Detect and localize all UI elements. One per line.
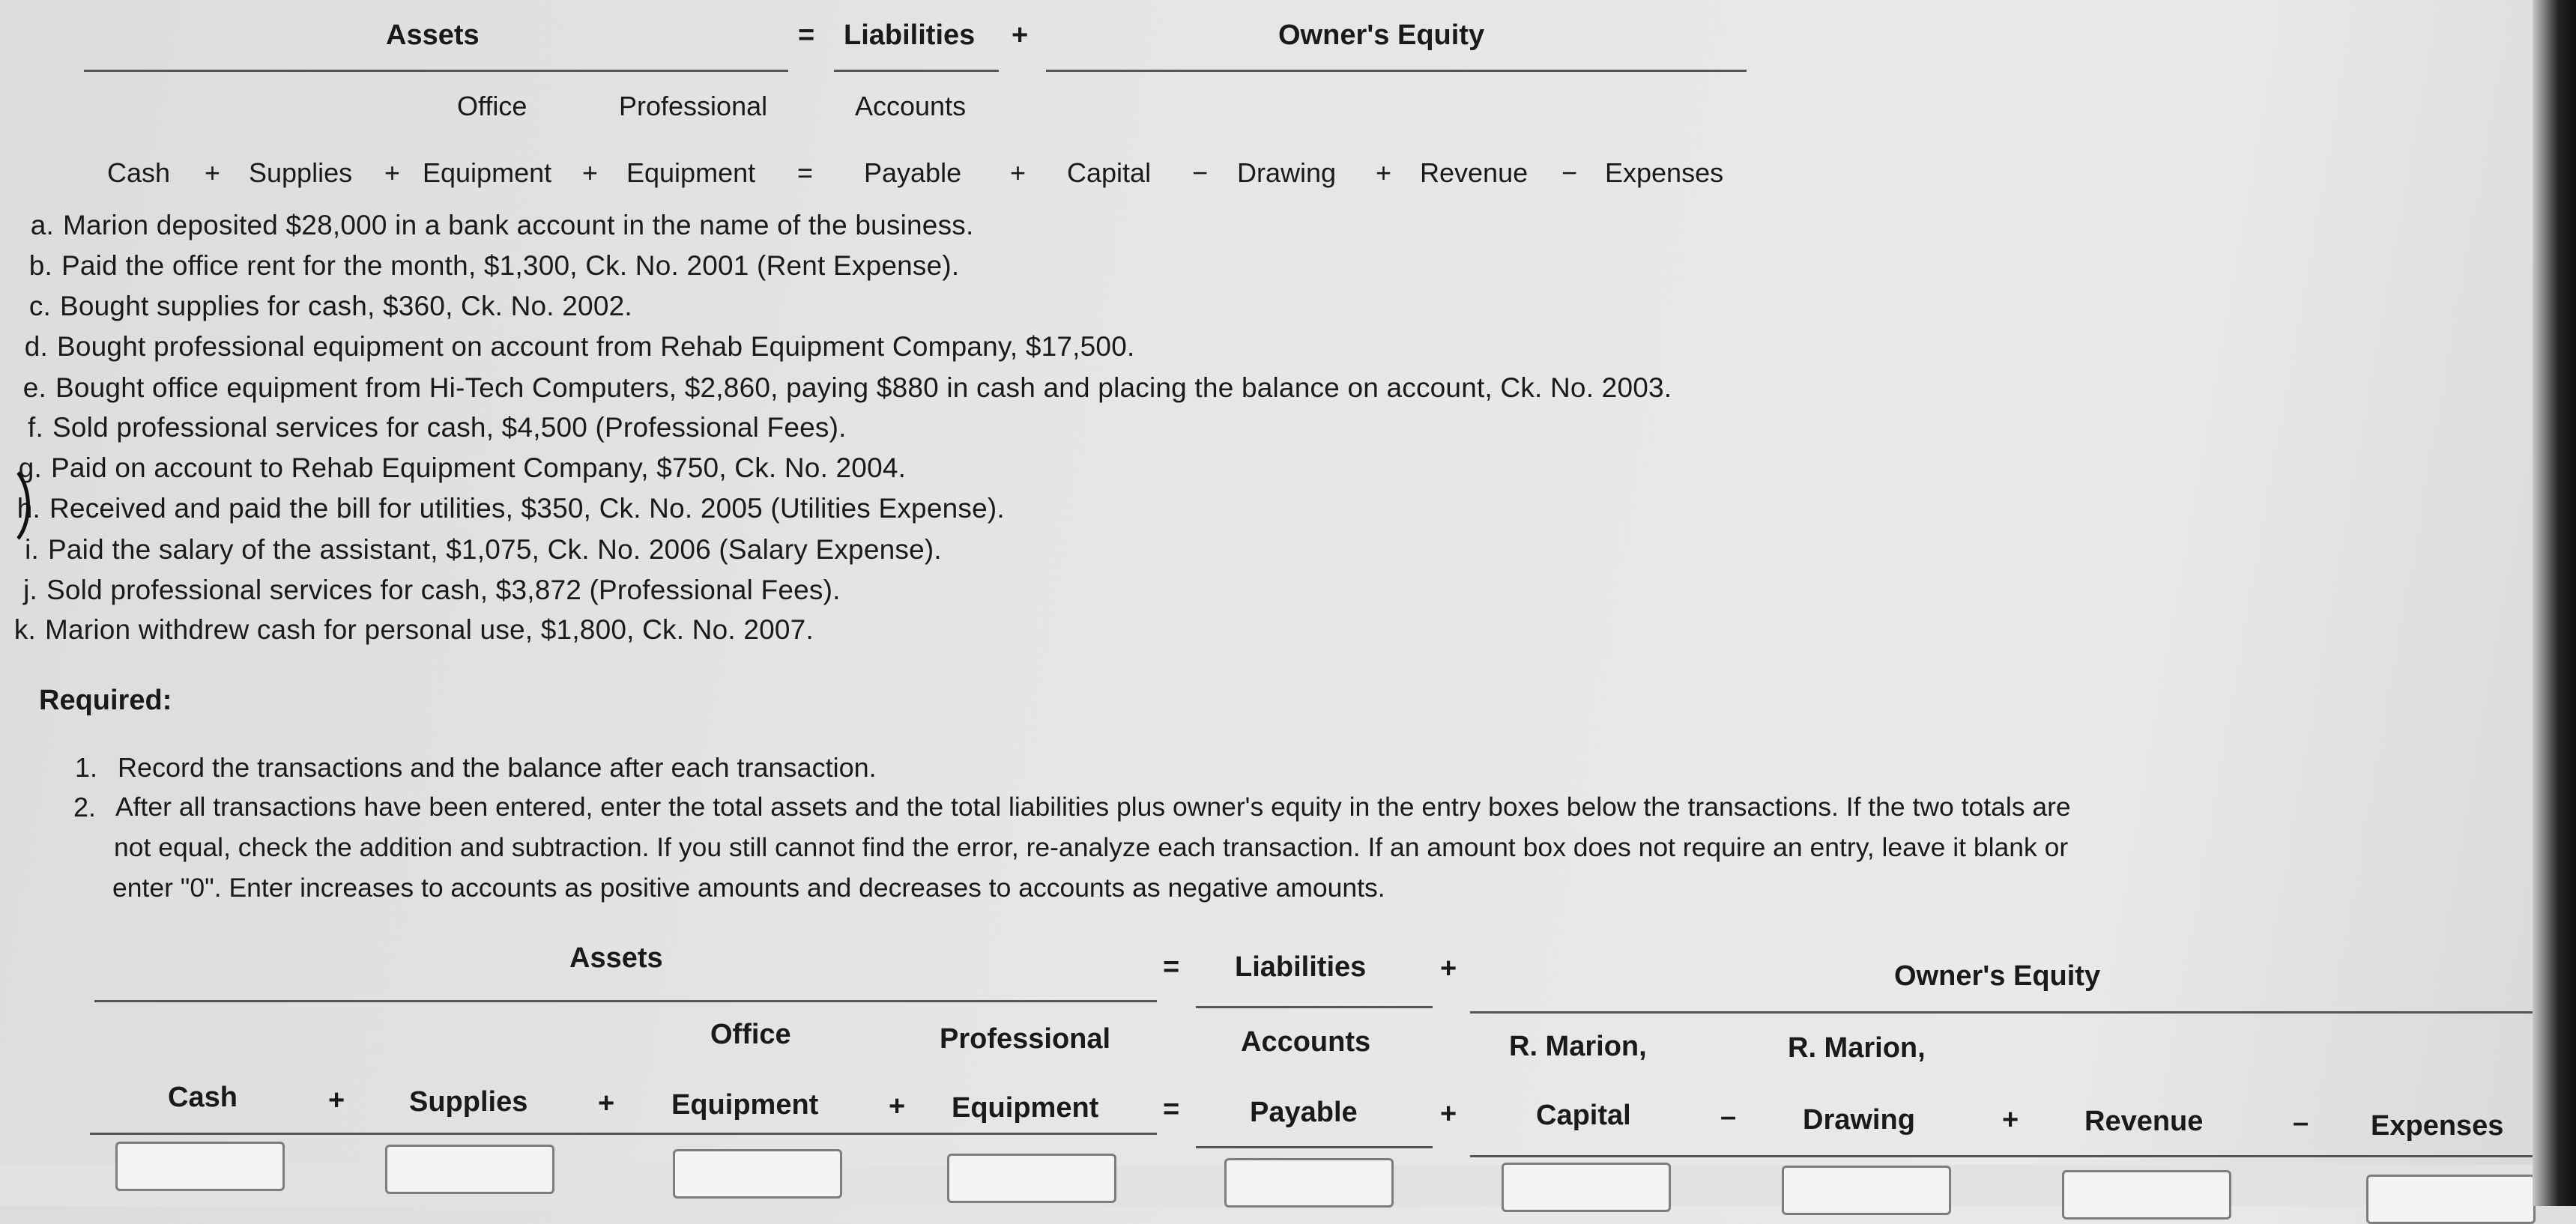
bottom-r-marion-capital-label: R. Marion, (1509, 1031, 1647, 1062)
supplies-entry-box[interactable] (385, 1145, 554, 1194)
bottom-professional-equipment-column: Equipment (952, 1092, 1099, 1124)
transaction-letter: h. (16, 493, 40, 524)
transaction-h (0, 493, 1005, 524)
transaction-letter: a. (30, 210, 54, 240)
cash-entry-box[interactable] (115, 1142, 285, 1191)
top-plus-4: + (1010, 157, 1027, 188)
bottom-assets-heading: Assets (569, 942, 663, 974)
top-equipment-2-label: Equipment (626, 157, 756, 188)
transaction-f (3, 412, 847, 443)
top-professional-label: Professional (619, 91, 768, 121)
transaction-b (12, 250, 959, 282)
required-item-1-text: Record the transactions and the balance after each transaction. (118, 752, 877, 783)
bottom-office-equipment-column: Equipment (671, 1089, 819, 1121)
transaction-text: Marion deposited $28,000 in a bank account in the name of the business. (63, 210, 974, 240)
capital-entry-box[interactable] (1502, 1163, 1671, 1212)
top-minus-2: − (1561, 157, 1578, 188)
required-item-1-number: 1. (75, 752, 98, 783)
bottom-professional-label: Professional (940, 1023, 1111, 1055)
transaction-text: Received and paid the bill for utilities, $350, Ck. No. 2005 (Utilities Expense). (49, 493, 1005, 524)
transaction-i (0, 534, 942, 566)
transaction-text: Bought office equipment from Hi-Tech Computers, $2,860, paying $880 in cash and placing the balance on account, Ck. No. 2003. (55, 372, 1672, 403)
transaction-letter: k. (13, 614, 36, 645)
top-drawing-label: Drawing (1237, 157, 1337, 188)
bottom-plus-sign: + (1440, 953, 1457, 984)
top-owners-equity-heading: Owner's Equity (1278, 19, 1485, 51)
top-liabilities-underline (834, 70, 999, 72)
transaction-letter: g. (18, 452, 42, 483)
top-cash-label: Cash (107, 157, 171, 188)
bottom-capital-column: Capital (1536, 1100, 1631, 1131)
bottom-r-marion-drawing-label: R. Marion, (1788, 1032, 1926, 1064)
top-liabilities-heading: Liabilities (844, 19, 976, 51)
transaction-letter: d. (24, 331, 48, 362)
required-item-2-line-1: After all transactions have been entered, enter the total assets and the total liabilities plus owner's equity in the entry boxes below the transactions. If the two totals are (115, 792, 2071, 822)
bottom-plus-5: + (2002, 1104, 2019, 1136)
top-revenue-label: Revenue (1420, 157, 1529, 188)
bottom-equity-underline (1470, 1011, 2533, 1014)
bottom-drawing-column: Drawing (1803, 1104, 1915, 1136)
transaction-text: Sold professional services for cash, $3,872 (Professional Fees). (46, 575, 841, 605)
required-item-2-line-2: not equal, check the addition and subtraction. If you still cannot find the error, re-analyze each transaction. If an amount box does not require an entry, leave it blank or (114, 832, 2069, 862)
bottom-expenses-column: Expenses (2371, 1110, 2504, 1142)
bottom-accounts-label: Accounts (1241, 1026, 1371, 1058)
transaction-text: Paid the office rent for the month, $1,300, Ck. No. 2001 (Rent Expense). (61, 250, 960, 281)
top-accounts-label: Accounts (855, 91, 967, 121)
transaction-letter: j. (23, 575, 37, 605)
drawing-entry-box[interactable] (1782, 1166, 1951, 1215)
transaction-text: Sold professional services for cash, $4,500 (Professional Fees). (52, 412, 847, 443)
bottom-owners-equity-heading: Owner's Equity (1894, 960, 2101, 992)
transaction-letter: c. (28, 291, 51, 321)
top-equity-underline (1046, 70, 1747, 72)
accounts-payable-entry-box[interactable] (1224, 1158, 1394, 1208)
transaction-letter: e. (22, 372, 46, 403)
transaction-text: Bought professional equipment on account from Rehab Equipment Company, $17,500. (57, 331, 1135, 362)
required-item-2-number: 2. (73, 792, 97, 822)
bottom-liabilities-heading: Liabilities (1235, 951, 1367, 983)
top-plus-2: + (384, 157, 401, 188)
transaction-text: Bought supplies for cash, $360, Ck. No. 2002. (60, 291, 632, 321)
expenses-entry-box[interactable] (2366, 1175, 2536, 1224)
bottom-assets-columns-underline (90, 1133, 1157, 1135)
transaction-d (7, 331, 1134, 363)
top-plus-5: + (1376, 157, 1392, 188)
top-office-label: Office (457, 91, 527, 121)
bottom-supplies-column: Supplies (409, 1086, 528, 1118)
bottom-plus-2: + (598, 1088, 615, 1119)
transaction-g (1, 452, 906, 484)
top-equals-sign: = (798, 19, 815, 51)
top-payable-label: Payable (864, 157, 962, 188)
top-equals-2: = (797, 157, 814, 188)
transaction-e (6, 372, 1672, 404)
bottom-cash-column: Cash (168, 1082, 238, 1113)
transaction-k (0, 614, 814, 646)
required-item-2-line-3: enter "0". Enter increases to accounts as positive amounts and decreases to accounts as negative amounts. (112, 873, 1385, 903)
top-assets-underline (84, 70, 788, 72)
bottom-plus-1: + (328, 1085, 345, 1116)
top-assets-heading: Assets (386, 19, 480, 51)
top-equipment-1-label: Equipment (423, 157, 552, 188)
top-supplies-label: Supplies (249, 157, 353, 188)
bottom-payable-column: Payable (1250, 1097, 1358, 1128)
top-plus-3: + (582, 157, 599, 188)
transaction-j (0, 575, 841, 606)
transaction-letter: f. (28, 412, 43, 443)
top-plus-sign: + (1012, 19, 1029, 51)
bottom-payable-underline (1196, 1146, 1433, 1148)
revenue-entry-box[interactable] (2062, 1170, 2231, 1220)
bottom-revenue-column: Revenue (2084, 1106, 2204, 1137)
office-equipment-entry-box[interactable] (673, 1149, 842, 1199)
bottom-plus-4: + (1440, 1098, 1457, 1130)
top-plus-1: + (205, 157, 221, 188)
bottom-equity-columns-underline (1470, 1155, 2533, 1157)
required-heading: Required: (39, 685, 172, 716)
bottom-assets-underline (94, 1000, 1157, 1002)
bottom-plus-3: + (889, 1091, 906, 1122)
transaction-letter: i. (25, 534, 39, 565)
screen-bezel-edge (2533, 0, 2576, 1206)
top-expenses-label: Expenses (1605, 157, 1724, 188)
transaction-text: Paid on account to Rehab Equipment Company, $750, Ck. No. 2004. (51, 452, 907, 483)
professional-equipment-entry-box[interactable] (947, 1154, 1116, 1203)
transaction-a (13, 210, 973, 241)
bottom-equals-2: = (1163, 1094, 1180, 1125)
bottom-liabilities-underline (1196, 1006, 1433, 1008)
bottom-office-label: Office (710, 1019, 791, 1050)
top-capital-label: Capital (1067, 157, 1152, 188)
transaction-text: Marion withdrew cash for personal use, $1,800, Ck. No. 2007. (45, 614, 814, 645)
bottom-equals-sign: = (1163, 951, 1180, 983)
bottom-minus-2: – (2293, 1107, 2309, 1139)
transaction-letter: b. (28, 250, 52, 281)
transaction-c (10, 291, 632, 322)
top-minus-1: − (1192, 157, 1209, 188)
transaction-text: Paid the salary of the assistant, $1,075, Ck. No. 2006 (Salary Expense). (48, 534, 942, 565)
bottom-minus-1: – (1720, 1101, 1737, 1133)
